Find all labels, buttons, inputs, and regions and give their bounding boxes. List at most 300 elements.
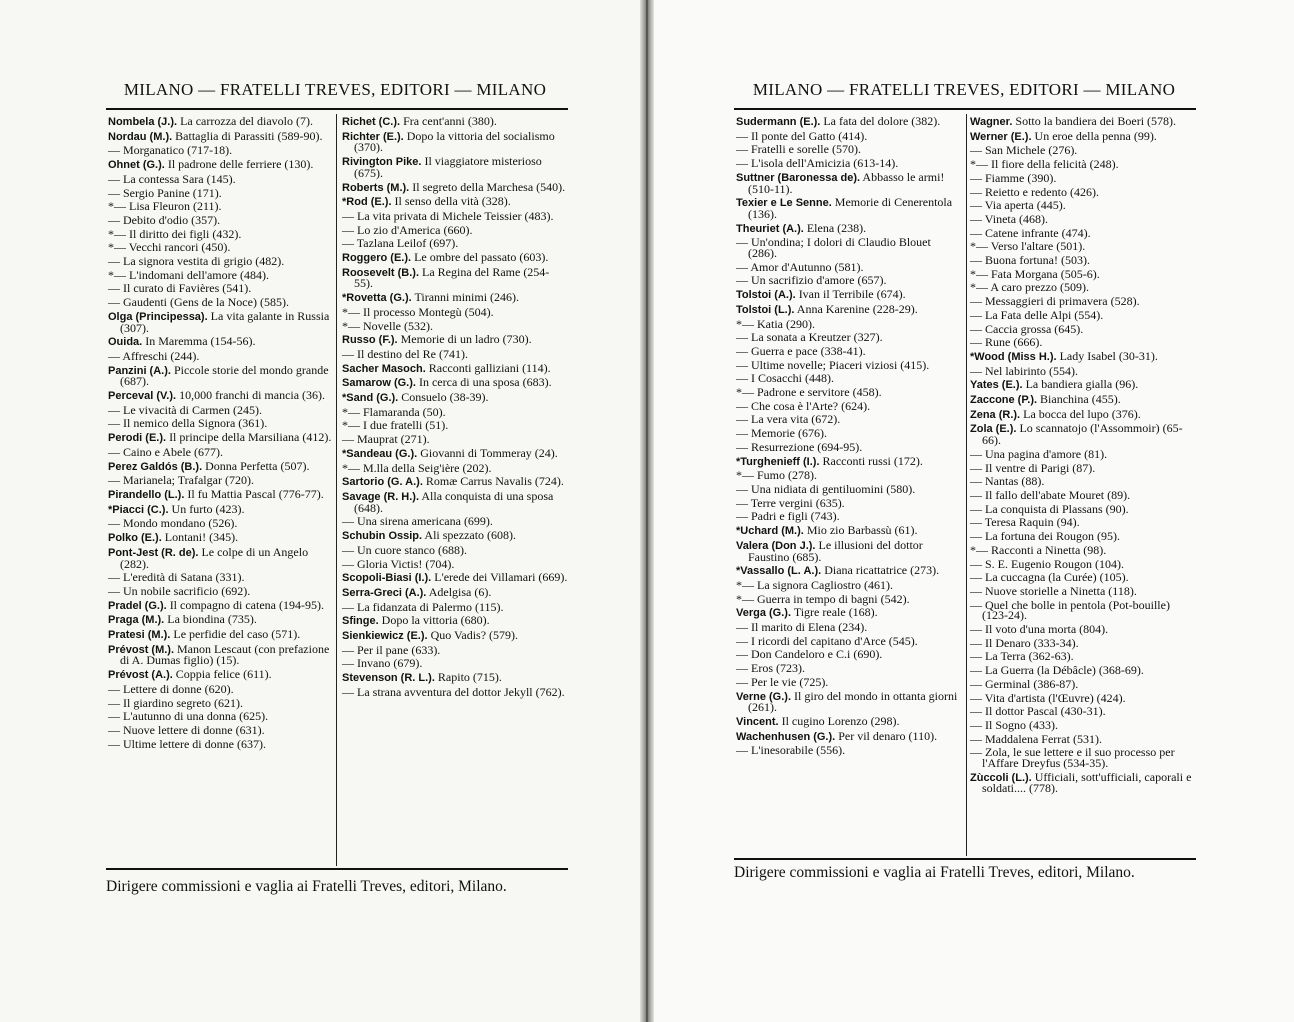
right-column-2 [970, 116, 1196, 797]
catalog-entry [342, 615, 568, 627]
catalog-entry [108, 145, 332, 156]
title-text: — Un sacrifizio d'amore (657). [736, 273, 887, 288]
title-text: *— Guerra in tempo di bagni (542). [736, 591, 910, 606]
title-text: Battaglia di Parassiti (589-90). [172, 128, 323, 143]
title-text: — Lo zio d'America (660). [342, 222, 473, 237]
catalog-entry [736, 439, 962, 454]
catalog-entry [970, 690, 1196, 705]
title-text: Un furto (423). [168, 501, 245, 516]
title-text: — Germinal (386-87). [970, 676, 1079, 691]
catalog-entry [108, 501, 332, 516]
author-name: Suttner (Baronessa de). [736, 171, 861, 184]
title-text: Il segreto della Marchesa (540). [409, 179, 566, 194]
catalog-entry [108, 201, 332, 212]
catalog-entry [970, 145, 1196, 156]
catalog-entry [736, 633, 962, 648]
catalog-entry [342, 476, 568, 488]
catalog-entry [736, 663, 962, 674]
catalog-entry [970, 363, 1196, 378]
title-text: — Padri e figli (743). [736, 509, 840, 524]
title-text: — Il marito di Elena (234). [736, 620, 868, 635]
title-text: — Mondo mondano (526). [108, 516, 238, 531]
title-text: — Il Denaro (333-34). [970, 635, 1079, 650]
title-text: Ufficiali, sott'ufficiali, caporali e soldati.... (778). [982, 769, 1192, 796]
title-text: — Per il pane (633). [342, 642, 441, 657]
catalog-entry [970, 241, 1196, 252]
title-text: Le colpe di un Angelo (282). [120, 544, 309, 571]
author-name: Perodi (E.). [108, 432, 167, 445]
author-name: Tolstoi (L.). [736, 303, 795, 316]
catalog-entry [970, 421, 1196, 448]
catalog-entry [108, 297, 332, 308]
catalog-entry [342, 404, 568, 419]
title-text: Manon Lescaut (con prefazione di A. Dumas figlio) (15). [120, 641, 330, 668]
right-column-1 [736, 116, 962, 759]
catalog-entry [970, 572, 1196, 583]
catalog-entry [108, 486, 332, 501]
title-text: Giovanni di Tommeray (24). [417, 445, 558, 460]
title-text: — Morganatico (717-18). [108, 143, 233, 158]
catalog-entry [736, 158, 962, 169]
author-name: Roggero (E.). [342, 252, 412, 265]
catalog-entry [108, 518, 332, 529]
catalog-entry [736, 728, 962, 743]
title-text: — Il destino del Re (741). [342, 346, 468, 361]
author-name: Texier e Le Senne. [736, 197, 832, 210]
catalog-entry [970, 542, 1196, 557]
title-text: — La vera vita (672). [736, 412, 841, 427]
title-text: Lo scannatojo (l'Assommoir) (65-66). [982, 421, 1183, 448]
title-text: — Per le vie (725). [736, 674, 829, 689]
title-text: *— Lisa Fleuron (211). [108, 199, 222, 214]
catalog-entry [342, 672, 568, 684]
title-text: La Regina del Rame (254-55). [354, 264, 550, 291]
catalog-entry [108, 681, 332, 696]
catalog-entry [736, 128, 962, 143]
title-text: — I ricordi del capitano d'Arce (545). [736, 633, 918, 648]
catalog-entry [108, 226, 332, 241]
title-text: Il fu Mattia Pascal (776-77). [184, 486, 324, 501]
right-footer-note: Dirigere commissioni e vaglia ai Fratelli Treves, editori, Milano. [734, 864, 1135, 881]
catalog-entry [736, 169, 962, 196]
title-text: — Maddalena Ferrat (531). [970, 731, 1102, 746]
catalog-entry [342, 292, 568, 304]
author-name: Sfinge. [342, 615, 379, 628]
catalog-entry [342, 445, 568, 460]
left-footer-rule [106, 868, 568, 870]
title-text: *— A caro prezzo (509). [970, 280, 1089, 295]
title-text: *— L'indomani dell'amore (484). [108, 267, 269, 282]
catalog-entry [342, 304, 568, 319]
title-text: — Eros (723). [736, 661, 805, 676]
author-name: Panzini (A.). [108, 364, 171, 377]
title-text: — Terre vergini (635). [736, 495, 845, 510]
title-text: *— La signora Cagliostro (461). [736, 577, 893, 592]
title-text: Le illusioni del dottor Faustino (685). [748, 537, 923, 564]
catalog-entry [342, 542, 568, 557]
author-name: Verne (G.). [736, 690, 792, 703]
catalog-entry [970, 769, 1196, 796]
catalog-entry [108, 532, 332, 544]
author-name: Pirandello (L.). [108, 488, 185, 501]
title-text: — Quel che bolle in pentola (Pot-bouille) (123-24). [970, 597, 1170, 623]
catalog-entry [736, 607, 962, 619]
catalog-entry [736, 525, 962, 537]
author-name: Rivington Pike. [342, 156, 422, 169]
title-text: — La sonata a Kreutzer (327). [736, 330, 883, 345]
title-text: *— Verso l'altare (501). [970, 239, 1086, 254]
title-text: Lady Isabel (30-31). [1056, 348, 1158, 363]
title-text: — Una sirena americana (699). [342, 514, 493, 529]
catalog-entry [970, 487, 1196, 502]
title-text: Elena (238). [803, 220, 867, 235]
title-text: L'erede dei Villamari (669). [431, 570, 568, 585]
title-text: — Le vivacità di Carmen (245). [108, 402, 262, 417]
title-text: Abbasso le armi! (510-11). [748, 169, 945, 196]
catalog-entry [342, 264, 568, 291]
catalog-entry [342, 599, 568, 614]
title-text: — Che cosa è l'Arte? (624). [736, 398, 871, 413]
catalog-entry [342, 530, 568, 542]
catalog-entry [970, 531, 1196, 542]
author-name: *Vassallo (L. A.). [736, 565, 822, 578]
author-name: Vincent. [736, 715, 779, 728]
author-name: Richter (E.). [342, 130, 404, 143]
catalog-entry [970, 517, 1196, 528]
catalog-entry [342, 630, 568, 642]
author-name: Pont-Jest (R. de). [108, 546, 199, 559]
catalog-entry [108, 695, 332, 710]
author-name: Olga (Principessa). [108, 310, 208, 323]
title-text: Lontani! (345). [161, 530, 239, 545]
catalog-entry [970, 583, 1196, 598]
catalog-entry [970, 745, 1196, 771]
title-text: — L'inesorabile (556). [736, 743, 846, 758]
title-text: — Ultime novelle; Piaceri viziosi (415). [736, 357, 930, 372]
author-name: Sartorio (G. A.). [342, 476, 423, 489]
catalog-entry [970, 635, 1196, 650]
title-text: — La Guerra (la Débâcle) (368-69). [970, 663, 1144, 678]
catalog-entry [108, 267, 332, 282]
catalog-entry [342, 658, 568, 669]
catalog-entry [736, 674, 962, 689]
author-name: Yates (E.). [970, 379, 1023, 392]
author-name: Zaccone (P.). [970, 394, 1038, 407]
author-name: *Rod (E.). [342, 196, 392, 209]
title-text: Racconti russi (172). [819, 453, 923, 468]
author-name: Nombela (J.). [108, 116, 178, 128]
title-text: — La Fata delle Alpi (554). [970, 307, 1104, 322]
author-name: *Turghenieff (I.). [736, 455, 820, 468]
title-text: Racconti galliziani (114). [425, 360, 551, 375]
title-text: 10,000 franchi di mancia (36). [176, 388, 326, 403]
author-name: Russo (F.). [342, 334, 398, 347]
title-text: — Sergio Panine (171). [108, 185, 222, 200]
title-text: — Vineta (468). [970, 211, 1049, 226]
catalog-entry [970, 597, 1196, 623]
title-text: Coppia felice (611). [172, 667, 272, 682]
catalog-entry [108, 432, 332, 444]
catalog-entry [970, 665, 1196, 676]
author-name: Schubin Ossip. [342, 530, 423, 543]
catalog-entry [342, 420, 568, 431]
catalog-entry [970, 556, 1196, 571]
catalog-entry [108, 669, 332, 681]
catalog-entry [108, 722, 332, 737]
catalog-entry [108, 116, 332, 128]
catalog-entry [736, 373, 962, 384]
title-text: — Il voto d'una morta (804). [970, 622, 1109, 637]
title-text: — Vita d'artista (l'Œuvre) (424). [970, 690, 1126, 705]
catalog-entry [736, 565, 962, 577]
catalog-entry [108, 597, 332, 612]
title-text: Il padrone delle ferriere (130). [164, 157, 314, 172]
title-text: Ivan il Terribile (674). [795, 287, 906, 302]
catalog-entry [108, 629, 332, 641]
catalog-entry [736, 481, 962, 496]
catalog-entry [342, 377, 568, 389]
title-text: La bandiera gialla (96). [1022, 377, 1139, 392]
catalog-entry [342, 222, 568, 237]
catalog-entry [342, 488, 568, 515]
author-name: Verga (G.). [736, 607, 792, 620]
author-name: Valera (Don J.). [736, 539, 816, 552]
catalog-entry [342, 584, 568, 599]
title-text: — Teresa Raquin (94). [970, 515, 1080, 530]
title-text: *— I due fratelli (51). [342, 418, 449, 433]
catalog-entry [970, 446, 1196, 461]
catalog-entry [736, 116, 962, 128]
catalog-entry [108, 572, 332, 583]
title-text: — Caino e Abele (677). [108, 444, 223, 459]
catalog-entry [970, 170, 1196, 185]
title-text: Romæ Carrus Navalis (724). [422, 474, 564, 489]
author-name: Wagner. [970, 116, 1013, 128]
catalog-entry [342, 156, 568, 178]
catalog-entry [736, 511, 962, 522]
title-text: Il giro del mondo in ottanta giorni (261). [748, 688, 958, 715]
catalog-entry [108, 256, 332, 267]
author-name: Samarow (G.). [342, 377, 416, 390]
title-text: — Il ponte del Gatto (414). [736, 128, 868, 143]
catalog-entry [970, 706, 1196, 717]
title-text: — Nel labirinto (554). [970, 363, 1078, 378]
author-name: Serra-Greci (A.). [342, 586, 427, 599]
title-text: — La cuccagna (la Curée) (105). [970, 570, 1129, 585]
title-text: *— Vecchi rancori (450). [108, 240, 231, 255]
title-text: Il principe della Marsiliana (412). [166, 430, 332, 445]
title-text: — Catene infrante (474). [970, 225, 1091, 240]
author-name: Ohnet (G.). [108, 159, 165, 172]
title-text: — Nuove storielle a Ninetta (118). [970, 583, 1137, 598]
catalog-entry [970, 651, 1196, 662]
right-page [646, 0, 1294, 1022]
catalog-entry [342, 556, 568, 571]
catalog-entry [342, 318, 568, 333]
catalog-entry [342, 360, 568, 375]
title-text: *— Il processo Montegù (504). [342, 304, 494, 319]
catalog-entry [970, 184, 1196, 199]
title-text: — Il fallo dell'abate Mouret (89). [970, 487, 1131, 502]
right-column-divider [966, 114, 967, 856]
catalog-entry [108, 128, 332, 143]
title-text: Anna Karenine (228-29). [794, 301, 918, 316]
author-name: Ouida. [108, 336, 143, 349]
catalog-entry [108, 171, 332, 186]
catalog-entry [970, 476, 1196, 487]
author-name: Roberts (M.). [342, 181, 410, 194]
catalog-entry [108, 212, 332, 227]
catalog-entry [736, 144, 962, 155]
author-name: Sienkiewicz (E.). [342, 630, 428, 643]
title-text: — La conquista di Plassans (90). [970, 501, 1129, 516]
left-column-1 [108, 116, 332, 752]
catalog-entry [736, 577, 962, 592]
catalog-entry [342, 516, 568, 527]
title-text: *— Novelle (532). [342, 318, 433, 333]
catalog-entry [342, 128, 568, 155]
catalog-entry [108, 283, 332, 294]
catalog-entry [342, 684, 568, 699]
title-text: La bocca del lupo (376). [1020, 406, 1141, 421]
catalog-entry [736, 649, 962, 660]
author-name: Richet (C.). [342, 116, 401, 128]
title-text: — Il curato di Favières (541). [108, 281, 252, 296]
catalog-entry [970, 676, 1196, 691]
title-text: Consuelo (38-39). [398, 390, 489, 405]
catalog-entry [108, 402, 332, 417]
author-name: Prévost (M.). [108, 643, 175, 656]
title-text: *— Il diritto dei figli (432). [108, 226, 242, 241]
catalog-entry [736, 275, 962, 286]
catalog-entry [970, 731, 1196, 746]
catalog-entry [736, 622, 962, 633]
title-text: — Il Sogno (433). [970, 717, 1058, 732]
catalog-entry [736, 688, 962, 715]
title-text: Sotto la bandiera dei Boeri (578). [1012, 114, 1177, 128]
title-text: Dopo la vittoria del socialismo (370). [354, 128, 555, 155]
title-text: Donna Perfetta (507). [202, 458, 310, 473]
title-text: La carrozza del diavolo (7). [177, 114, 314, 128]
title-text: — Memorie (676). [736, 426, 827, 441]
catalog-entry [342, 392, 568, 404]
title-text: Bianchina (455). [1037, 392, 1121, 407]
title-text: — Il ventre di Parigi (87). [970, 460, 1096, 475]
title-text: — Rune (666). [970, 335, 1043, 350]
catalog-entry [108, 475, 332, 486]
author-name: *Wood (Miss H.). [970, 350, 1057, 363]
catalog-entry [736, 301, 962, 316]
catalog-entry [736, 495, 962, 510]
title-text: — Zola, le sue lettere e il suo processo per l'Affare Dreyfus (534-35). [970, 745, 1175, 771]
title-text: — La Terra (362-63). [970, 649, 1074, 664]
title-text: — Gloria Victis! (704). [342, 556, 455, 571]
title-text: La fata del dolore (382). [820, 114, 941, 128]
catalog-entry [736, 713, 962, 728]
author-name: Zola (E.). [970, 423, 1017, 436]
author-name: *Sandeau (G.). [342, 447, 418, 460]
title-text: Memorie di un ladro (730). [397, 332, 532, 347]
title-text: — Fiamme (390). [970, 170, 1057, 185]
title-text: Fra cent'anni (380). [400, 114, 497, 128]
author-name: *Piacci (C.). [108, 503, 169, 516]
catalog-entry [970, 337, 1196, 348]
title-text: — Messaggieri di primavera (528). [970, 294, 1140, 309]
catalog-entry [736, 343, 962, 358]
title-text: *— Padrone e servitore (458). [736, 385, 882, 400]
title-text: — Una pagina d'amore (81). [970, 446, 1108, 461]
title-text: In Maremma (154-56). [142, 334, 256, 349]
title-text: *— Katia (290). [736, 316, 815, 331]
title-text: — Buona fortuna! (503). [970, 253, 1090, 268]
title-text: — Marianela; Trafalgar (720). [108, 473, 254, 488]
author-name: Werner (E.). [970, 130, 1032, 143]
author-name: Wachenhusen (G.). [736, 730, 836, 743]
title-text: — Una nidiata di gentiluomini (580). [736, 481, 916, 496]
left-column-divider [336, 114, 337, 866]
catalog-entry [342, 238, 568, 249]
catalog-entry [970, 460, 1196, 475]
catalog-entry [342, 642, 568, 657]
title-text: Le ombre del passato (603). [411, 250, 549, 265]
catalog-entry [736, 470, 962, 481]
title-text: — Guerra e pace (338-41). [736, 343, 866, 358]
title-text: La biondina (735). [164, 612, 257, 627]
title-text: Alla conquista di una sposa (648). [354, 488, 554, 515]
catalog-entry [736, 398, 962, 413]
title-text: Il senso della vità (328). [391, 194, 511, 209]
title-text: Il cugino Lorenzo (298). [778, 713, 900, 728]
title-text: In cerca di una sposa (683). [415, 375, 552, 390]
author-name: *Uchard (M.). [736, 525, 804, 538]
title-text: — Ultime lettere di donne (637). [108, 736, 266, 751]
catalog-entry [970, 394, 1196, 406]
catalog-entry [342, 252, 568, 264]
catalog-entry [970, 624, 1196, 635]
catalog-entry [108, 444, 332, 459]
author-name: Theuriet (A.). [736, 222, 804, 235]
title-text: Ali spezzato (608). [422, 528, 517, 543]
title-text: *— Racconti a Ninetta (98). [970, 542, 1107, 557]
title-text: — I Cosacchi (448). [736, 371, 834, 386]
author-name: Prévost (A.). [108, 669, 173, 682]
catalog-entry [970, 116, 1196, 128]
left-header-rule [106, 108, 568, 110]
title-text: Tigre reale (168). [791, 605, 878, 620]
title-text: — Debito d'odio (357). [108, 212, 221, 227]
author-name: Roosevelt (B.). [342, 266, 420, 279]
title-text: — Resurrezione (694-95). [736, 439, 863, 454]
author-name: Pratesi (M.). [108, 629, 171, 642]
title-text: — Don Candeloro e C.i (690). [736, 647, 883, 662]
catalog-entry [108, 336, 332, 348]
right-footer-rule [734, 858, 1196, 860]
book-gutter [640, 0, 654, 1022]
catalog-entry [736, 414, 962, 425]
catalog-entry [108, 736, 332, 751]
catalog-entry [970, 255, 1196, 266]
author-name: *Rovetta (G.). [342, 292, 412, 305]
title-text: — S. E. Eugenio Rougon (104). [970, 556, 1124, 571]
author-name: Sacher Masoch. [342, 362, 426, 375]
catalog-entry [736, 332, 962, 343]
catalog-entry [970, 406, 1196, 421]
catalog-entry [108, 544, 332, 571]
catalog-entry [970, 321, 1196, 336]
title-text: Per vil denaro (110). [835, 728, 938, 743]
right-running-header: MILANO — FRATELLI TREVES, EDITORI — MILANO [752, 80, 1176, 99]
title-text: Il viaggiatore misterioso (675). [354, 154, 542, 180]
